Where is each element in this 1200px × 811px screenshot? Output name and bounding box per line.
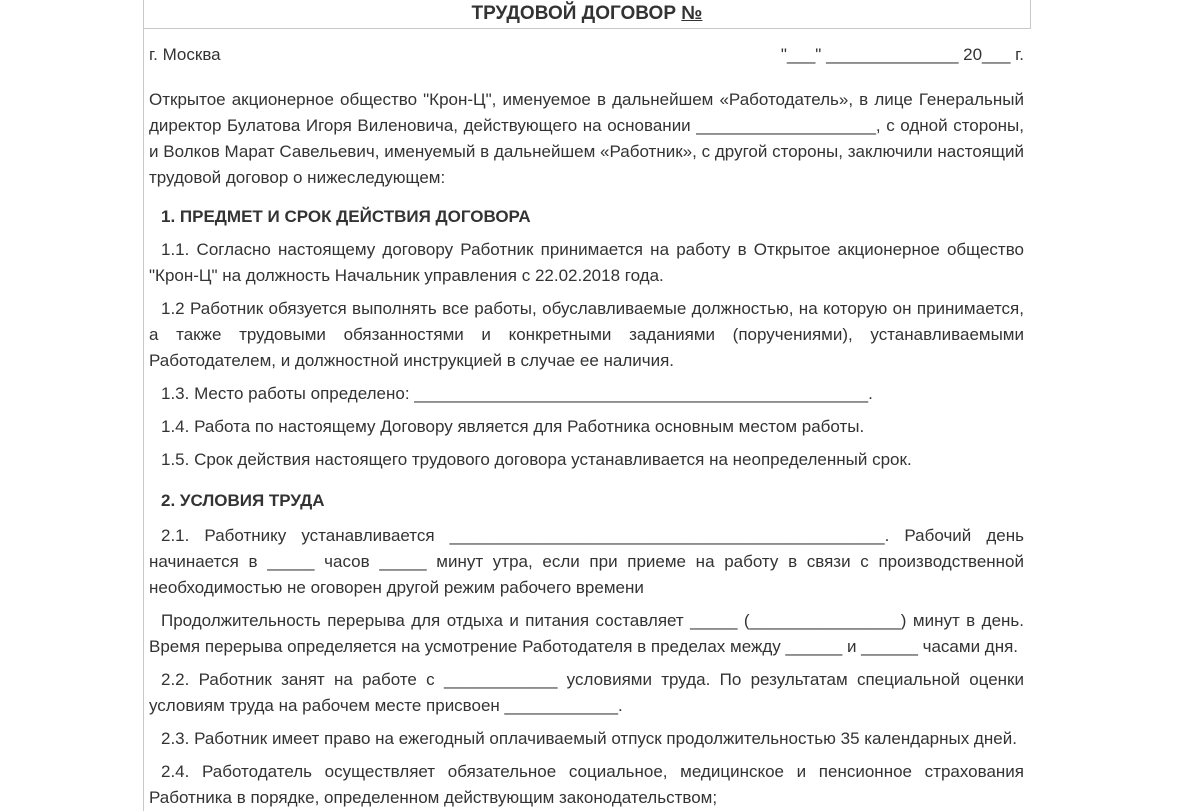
section-2-heading: 2. УСЛОВИЯ ТРУДА — [161, 491, 325, 510]
clause-2-1: 2.1. Работнику устанавливается ______________________________________________. Рабочий день начинается в _____ часов _____ минут утра, если при приеме на работу в связи с производственной необходимостью не оговорен другой режим рабочего времени — [149, 526, 1024, 597]
document-title-number: № — [681, 3, 703, 24]
clause-1-2: 1.2 Работник обязуется выполнять все работы, обуславливаемые должностью, на которую он принимается, а также трудовыми обязанностями и конкретными заданиями (поручениями), устанавливаемыми Работодателем, и должностной инструкцией в случае ее наличия. — [149, 299, 1024, 370]
clause-1-4: 1.4. Работа по настоящему Договору является для Работника основным местом работы. — [161, 417, 865, 436]
clause-2-3: 2.3. Работник имеет право на ежегодный оплачиваемый отпуск продолжительностью 35 календарных дней. — [161, 729, 1017, 748]
dateline-city: г. Москва — [149, 45, 221, 64]
clause-1-1: 1.1. Согласно настоящему договору Работник принимается на работу в Открытое акционерное общество "Крон-Ц" на должность Начальник управления с 22.02.2018 года. — [149, 240, 1024, 285]
document-body — [144, 42, 1031, 811]
clause-1-3: 1.3. Место работы определено: ________________________________________________. — [161, 384, 873, 403]
intro-paragraph: Открытое акционерное общество "Крон-Ц", именуемое в дальнейшем «Работодатель», в лице Генеральный директор Булатова Игоря Виленовича, действующего на основании ___________________, с одной стороны, и Волков Марат Савельевич, именуемый в дальнейшем «Работник», с другой стороны, заключили настоящий трудовой договор о нижеследующем: — [149, 90, 1024, 187]
document-title: ТРУДОВОЙ ДОГОВОР — [471, 3, 682, 24]
section-1-heading: 1. ПРЕДМЕТ И СРОК ДЕЙСТВИЯ ДОГОВОРА — [161, 207, 531, 226]
contract-document — [143, 0, 1031, 811]
dateline — [149, 42, 1024, 68]
clause-2-2: 2.2. Работник занят на работе с ____________ условиями труда. По результатам специальной оценки условиям труда на рабочем месте присвоен ____________. — [149, 670, 1024, 715]
clause-2-1-continued: Продолжительность перерыва для отдыха и питания составляет _____ (________________) минут в день. Время перерыва определяется на усмотрение Работодателя в пределах между ______ и ______ часами дня. — [149, 611, 1024, 656]
clause-1-5: 1.5. Срок действия настоящего трудового договора устанавливается на неопределенный срок. — [161, 450, 912, 469]
dateline-date-blank: "___" ______________ 20___ г. — [780, 45, 1024, 64]
document-title-box — [144, 0, 1031, 29]
clause-2-4: 2.4. Работодатель осуществляет обязательное социальное, медицинское и пенсионное страхования Работника в порядке, определенном действующим законодательством; — [149, 762, 1024, 807]
